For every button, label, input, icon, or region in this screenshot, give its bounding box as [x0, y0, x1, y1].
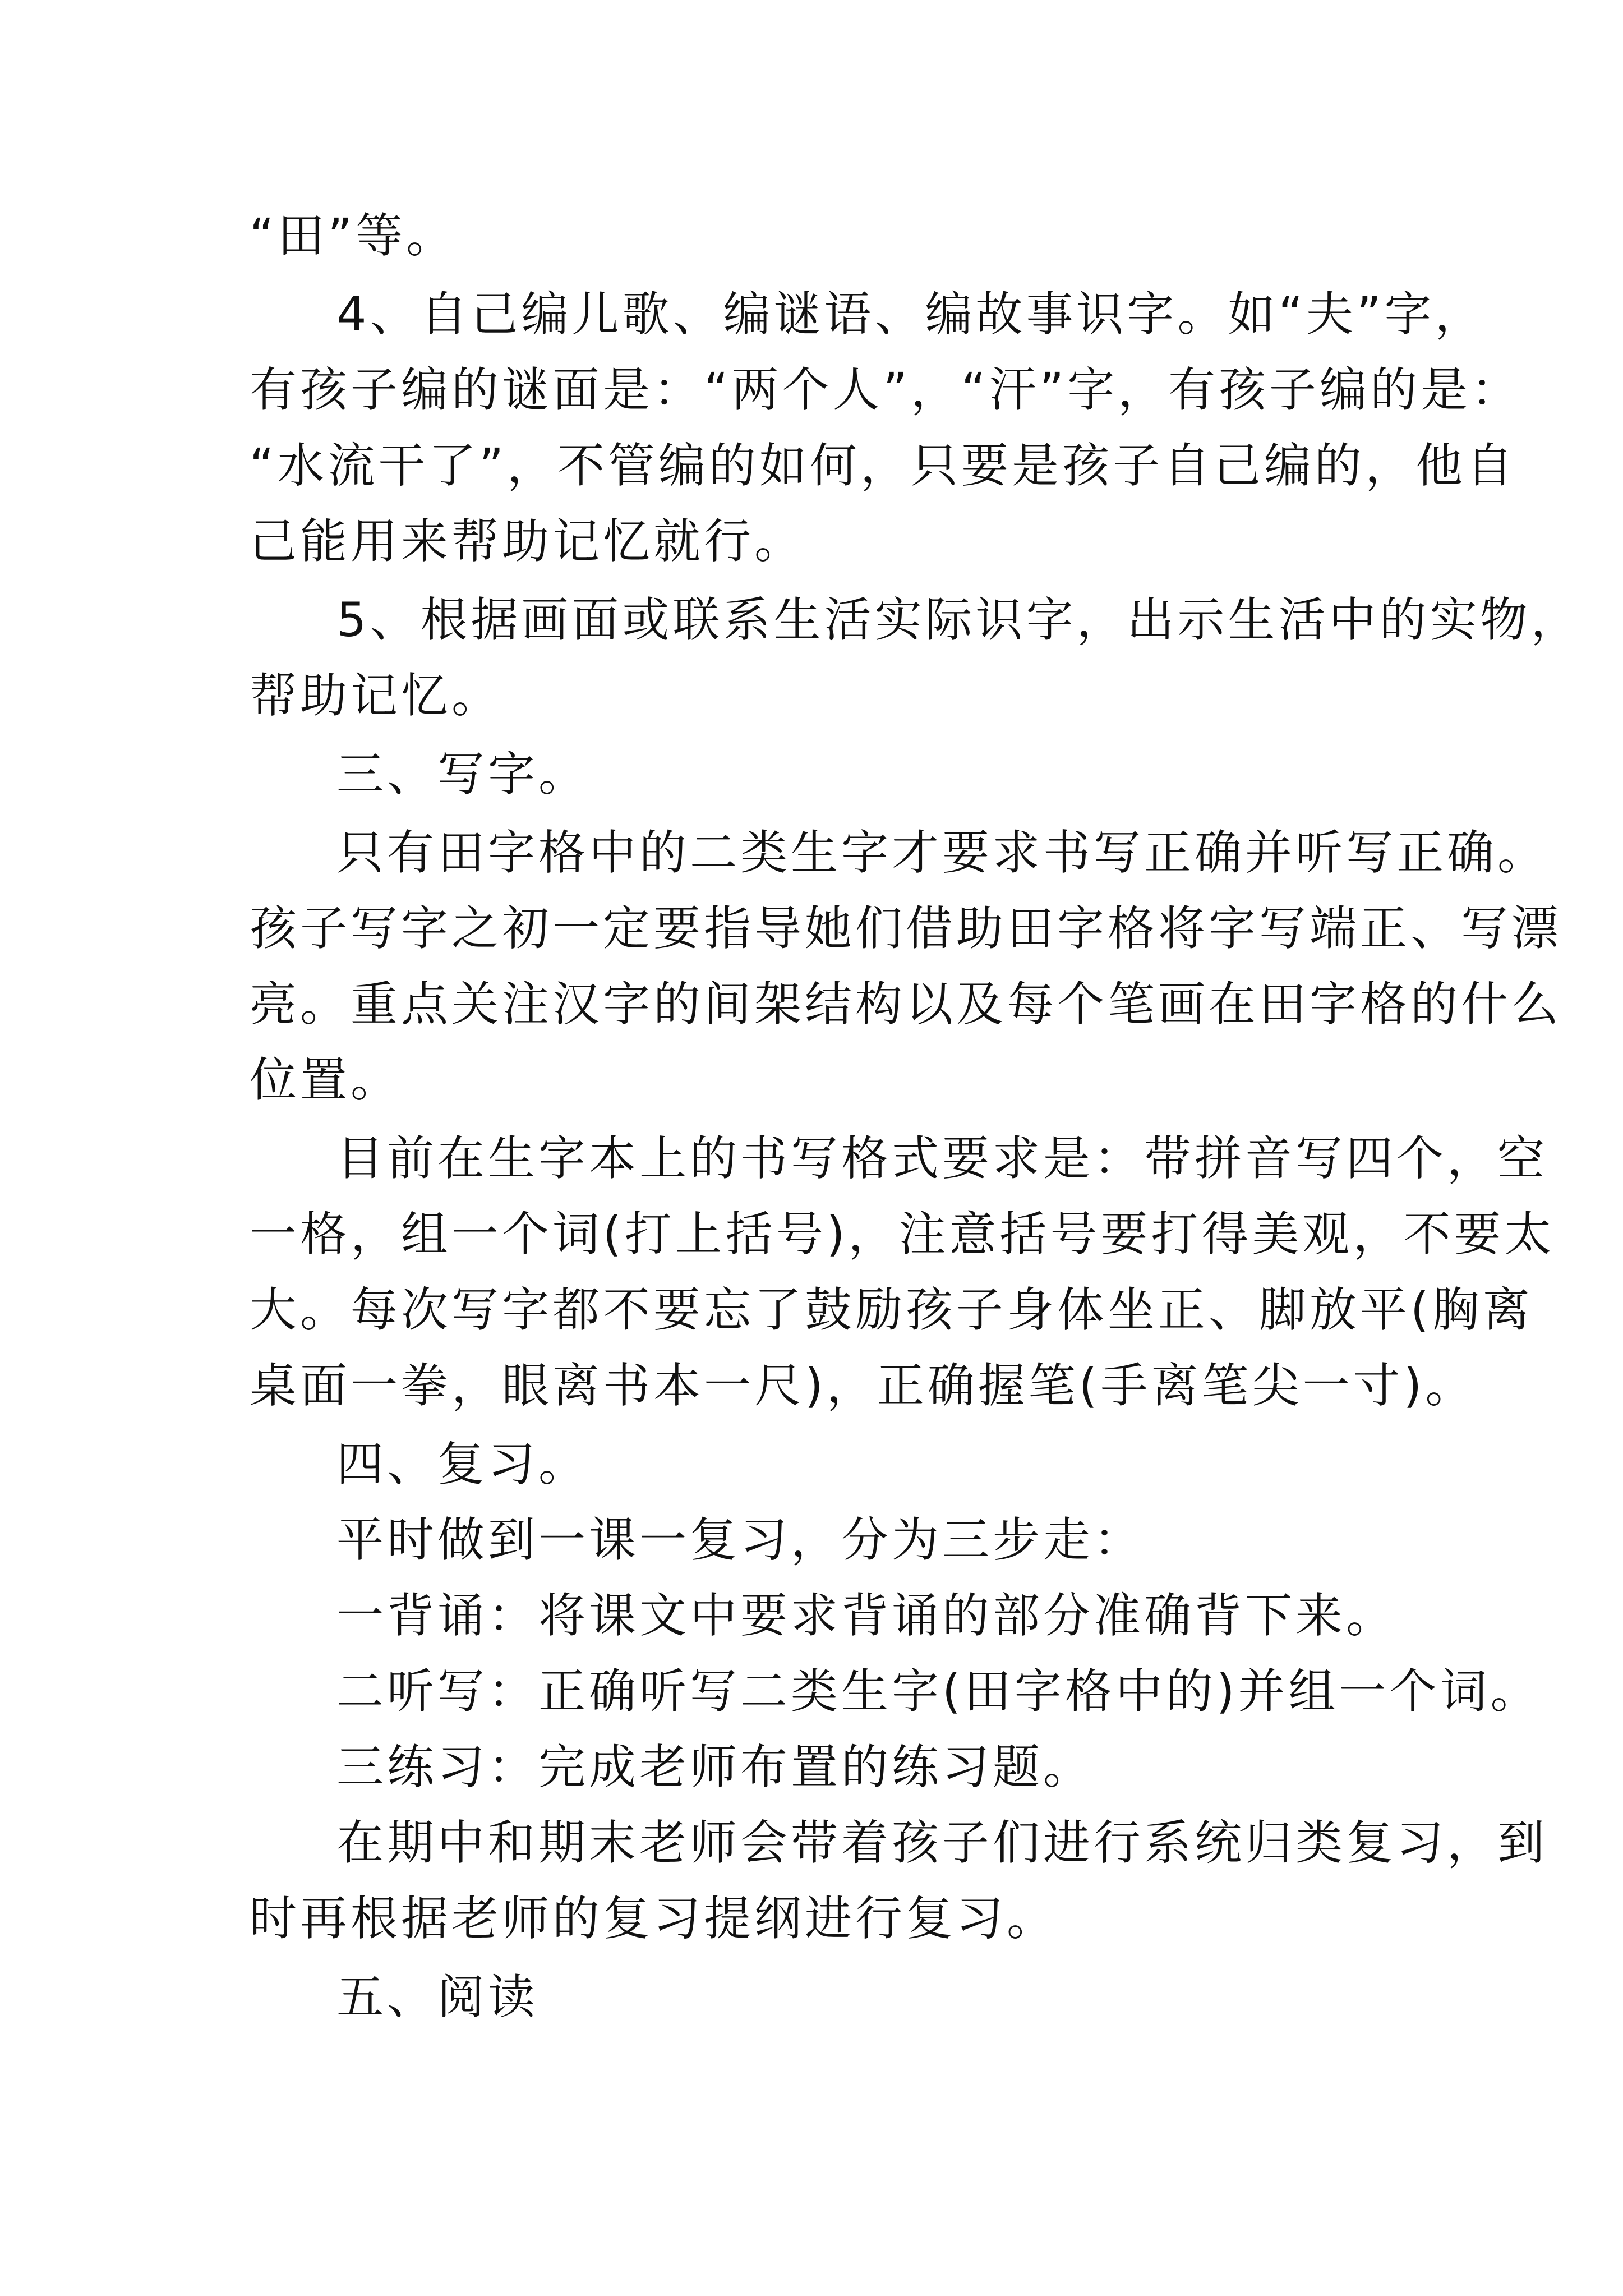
- text-line: 帮助记忆。: [250, 668, 502, 723]
- text-line: 4、自己编儿歌、编谜语、编故事识字。如“夫”字，: [336, 287, 1486, 342]
- text-line: 在期中和期末老师会带着孩子们进行系统归类复习，到: [336, 1815, 1548, 1870]
- text-line: 时再根据老师的复习提纲进行复习。: [250, 1891, 1058, 1946]
- text-line: 平时做到一课一复习，分为三步走：: [336, 1512, 1145, 1567]
- text-line: “水流干了”，不管编的如何，只要是孩子自己编的，他自: [250, 438, 1517, 493]
- text-line: 5、根据画面或联系生活实际识字，出示生活中的实物，: [336, 592, 1581, 647]
- text-line: 有孩子编的谜面是：“两个人”，“汗”字，有孩子编的是：: [250, 362, 1522, 417]
- text-line: “田”等。: [250, 208, 457, 263]
- text-line: 一格，组一个词(打上括号)，注意括号要打得美观，不要太: [250, 1207, 1555, 1262]
- text-line: 己能用来帮助记忆就行。: [250, 514, 805, 569]
- text-line: 三练习：完成老师布置的练习题。: [336, 1740, 1094, 1795]
- text-line: 目前在生字本上的书写格式要求是：带拼音写四个，空: [336, 1131, 1548, 1186]
- section-heading: 四、复习。: [336, 1437, 589, 1492]
- text-line: 只有田字格中的二类生字才要求书写正确并听写正确。: [336, 825, 1548, 880]
- text-line: 位置。: [250, 1052, 402, 1107]
- text-line: 亮。重点关注汉字的间架结构以及每个笔画在田字格的什么: [250, 977, 1562, 1032]
- text-line: 孩子写字之初一定要指导她们借助田字格将字写端正、写漂: [250, 901, 1562, 956]
- text-line: 二听写：正确听写二类生字(田字格中的)并组一个词。: [336, 1664, 1541, 1719]
- text-line: 大。每次写字都不要忘了鼓励孩子身体坐正、脚放平(胸离: [250, 1282, 1533, 1337]
- text-line: 桌面一拳，眼离书本一尺)，正确握笔(手离笔尖一寸)。: [250, 1358, 1476, 1413]
- text-line: 一背诵：将课文中要求背诵的部分准确背下来。: [336, 1588, 1397, 1643]
- section-heading: 五、阅读: [336, 1970, 539, 2024]
- section-heading: 三、写字。: [336, 747, 589, 802]
